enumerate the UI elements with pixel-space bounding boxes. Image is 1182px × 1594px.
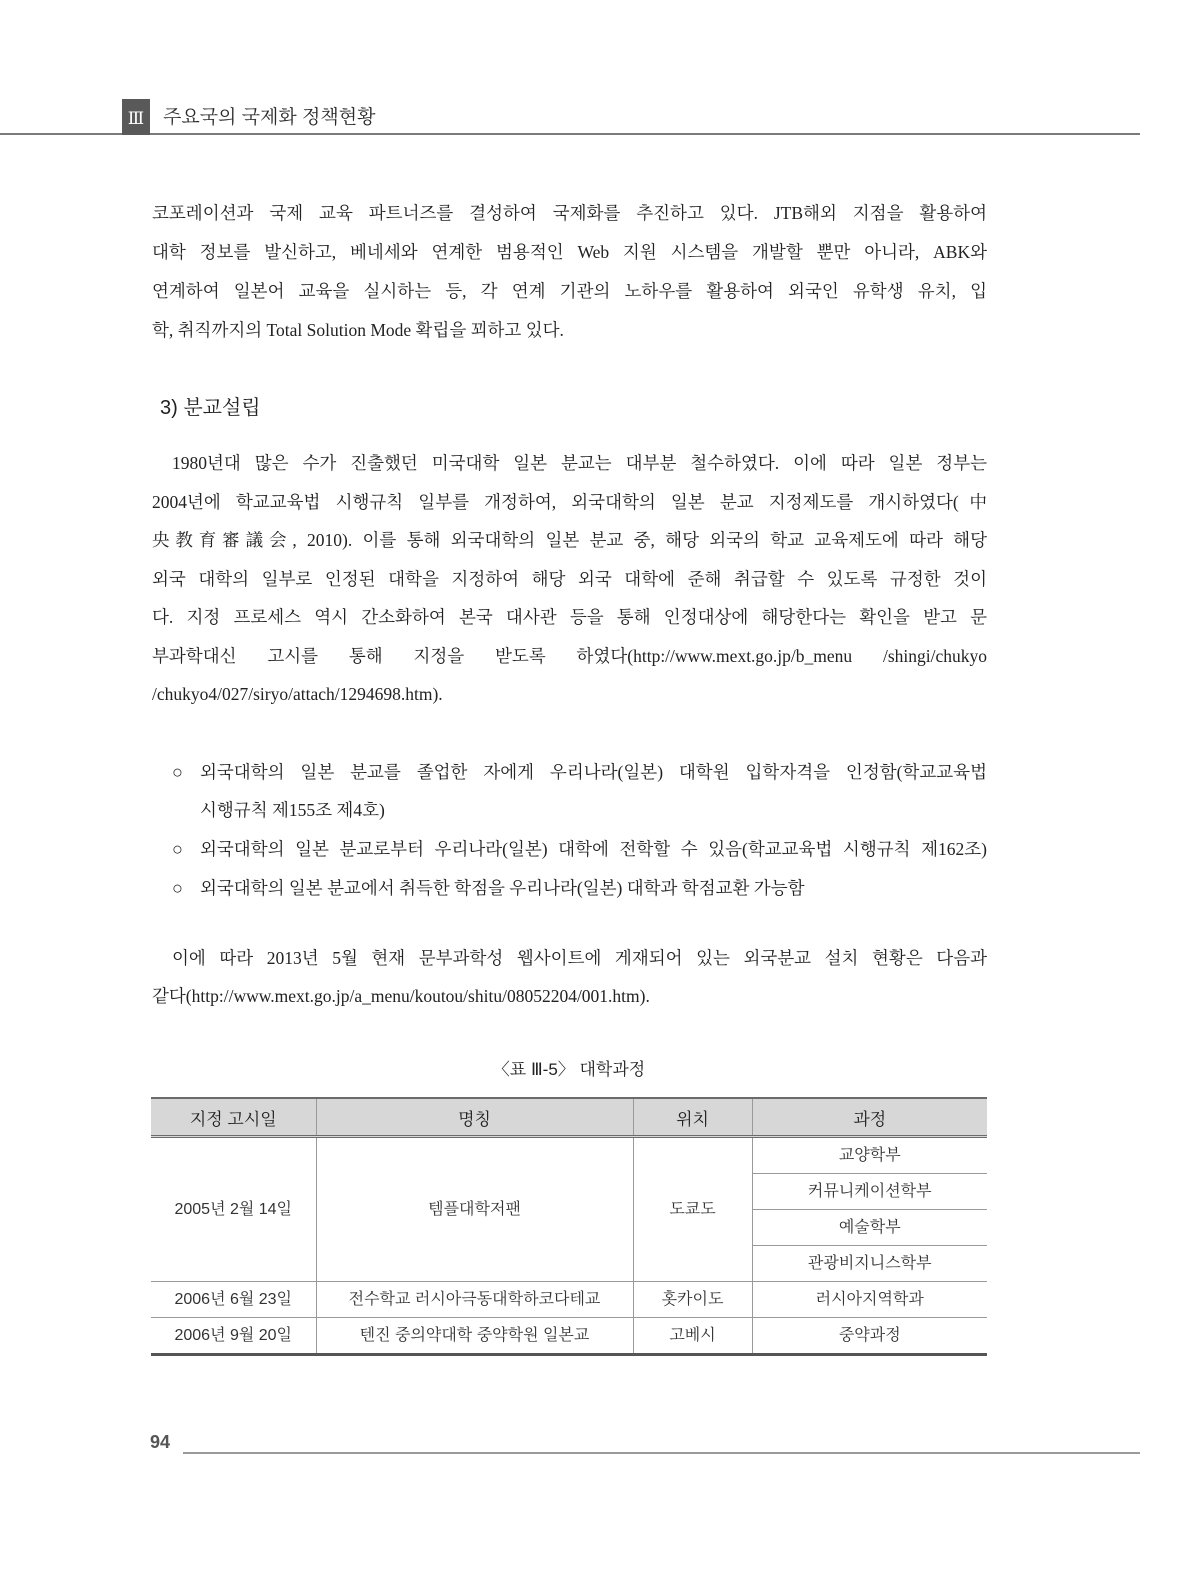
column-header-date: 지정 고시일 bbox=[151, 1098, 316, 1137]
bullet-line: 시행규칙 제155조 제4호) bbox=[200, 800, 385, 821]
section-heading: 3) 분교설립 bbox=[160, 397, 261, 419]
column-header-name: 명칭 bbox=[316, 1098, 633, 1137]
cell-course: 커뮤니케이션학부 bbox=[752, 1174, 987, 1210]
paragraph-line: 연계하여 일본어 교육을 실시하는 등, 각 연계 기관의 노하우를 활용하여 외국인 유학생 유치, 입 bbox=[152, 281, 987, 301]
bullet-text bbox=[200, 753, 987, 830]
bullet-line: 외국대학의 일본 분교에서 취득한 학점을 우리나라(일본) 대학과 학점교환 가능함 bbox=[200, 877, 805, 898]
paragraph-line: 이에 따라 2013년 5월 현재 문부과학성 웹사이트에 게재되어 있는 외국분교 설치 현황은 다음과 bbox=[172, 948, 987, 969]
column-header-course: 과정 bbox=[752, 1098, 987, 1137]
paragraph-line: 코포레이션과 국제 교육 파트너즈를 결성하여 국제화를 추진하고 있다. JTB해외 지점을 활용하여 bbox=[152, 203, 987, 223]
cell-institution-name: 전수학교 러시아극동대학하코다테교 bbox=[316, 1282, 633, 1318]
bullet-text bbox=[200, 869, 987, 908]
table-row bbox=[151, 1318, 987, 1355]
cell-designation-date: 2006년 9월 20일 bbox=[151, 1318, 316, 1355]
paragraph-line: /chukyo4/027/siryo/attach/1294698.htm). bbox=[152, 684, 443, 704]
circle-bullet-icon: ○ bbox=[172, 877, 183, 898]
paragraph-line: 대학 정보를 발신하고, 베네세와 연계한 범용적인 Web 지원 시스템을 개발할 뿐만 아니라, ABK와 bbox=[152, 242, 987, 262]
page-number: 94 bbox=[150, 1432, 171, 1452]
bullet-item bbox=[172, 753, 987, 830]
paragraph-line: 央教育審議会, 2010). 이를 통해 외국대학의 일본 분교 중, 해당 외국의 학교 교육제도에 따라 해당 bbox=[152, 530, 987, 550]
chapter-number-badge: Ⅲ bbox=[122, 99, 150, 135]
branch-campus-table bbox=[151, 1097, 987, 1356]
paragraph-line: 부과학대신 고시를 통해 지정을 받도록 하였다(http://www.mext.go.jp/b_menu /shingi/chukyo bbox=[152, 645, 987, 666]
paragraph-line: 2004년에 학교교육법 시행규칙 일부를 개정하여, 외국대학의 일본 분교 지정제도를 개시하였다(中 bbox=[152, 491, 987, 512]
paragraph-line: 학, 취직까지의 Total Solution Mode 확립을 꾀하고 있다. bbox=[152, 320, 564, 340]
section-paragraph bbox=[152, 444, 987, 714]
circle-bullet-icon: ○ bbox=[172, 761, 183, 782]
cell-location: 홋카이도 bbox=[633, 1282, 752, 1318]
circle-bullet-icon: ○ bbox=[172, 838, 183, 859]
bullet-line: 외국대학의 일본 분교로부터 우리나라(일본) 대학에 전학할 수 있음(학교교육법 시행규칙 제162조) bbox=[200, 838, 987, 859]
cell-course: 관광비지니스학부 bbox=[752, 1246, 987, 1282]
closing-paragraph bbox=[152, 939, 987, 1015]
cell-course: 예술학부 bbox=[752, 1210, 987, 1246]
cell-location: 도쿄도 bbox=[633, 1137, 752, 1282]
table-row bbox=[151, 1282, 987, 1318]
column-header-location: 위치 bbox=[633, 1098, 752, 1137]
chapter-title: 주요국의 국제화 정책현황 bbox=[163, 107, 376, 128]
cell-institution-name: 텐진 중의약대학 중약학원 일본교 bbox=[316, 1318, 633, 1355]
bullet-list bbox=[172, 753, 987, 908]
header-divider bbox=[0, 133, 1140, 135]
cell-course: 교양학부 bbox=[752, 1137, 987, 1174]
cell-location: 고베시 bbox=[633, 1318, 752, 1355]
bullet-item bbox=[172, 830, 987, 869]
table-row bbox=[151, 1137, 987, 1174]
paragraph-line: 1980년대 많은 수가 진출했던 미국대학 일본 분교는 대부분 철수하였다. 이에 따라 일본 정부는 bbox=[172, 453, 987, 473]
intro-paragraph bbox=[152, 194, 987, 350]
table-header-row bbox=[151, 1098, 987, 1137]
cell-course: 중약과정 bbox=[752, 1318, 987, 1355]
cell-course: 러시아지역학과 bbox=[752, 1282, 987, 1318]
table-caption: 〈표 Ⅲ-5〉 대학과정 bbox=[492, 1060, 646, 1080]
bullet-text bbox=[200, 830, 987, 869]
footer-divider bbox=[183, 1452, 1140, 1454]
bullet-item bbox=[172, 869, 987, 908]
cell-institution-name: 템플대학저팬 bbox=[316, 1137, 633, 1282]
bullet-line: 외국대학의 일본 분교를 졸업한 자에게 우리나라(일본) 대학원 입학자격을 인정함(학교교육법 bbox=[200, 761, 987, 782]
main-content bbox=[152, 194, 987, 1356]
paragraph-line: 다. 지정 프로세스 역시 간소화하여 본국 대사관 등을 통해 인정대상에 해당한다는 확인을 받고 문 bbox=[152, 607, 987, 627]
cell-designation-date: 2006년 6월 23일 bbox=[151, 1282, 316, 1318]
cell-designation-date: 2005년 2월 14일 bbox=[151, 1137, 316, 1282]
paragraph-line: 같다(http://www.mext.go.jp/a_menu/koutou/shitu/08052204/001.htm). bbox=[152, 986, 650, 1007]
paragraph-line: 외국 대학의 일부로 인정된 대학을 지정하여 해당 외국 대학에 준해 취급할 수 있도록 규정한 것이 bbox=[152, 568, 987, 589]
